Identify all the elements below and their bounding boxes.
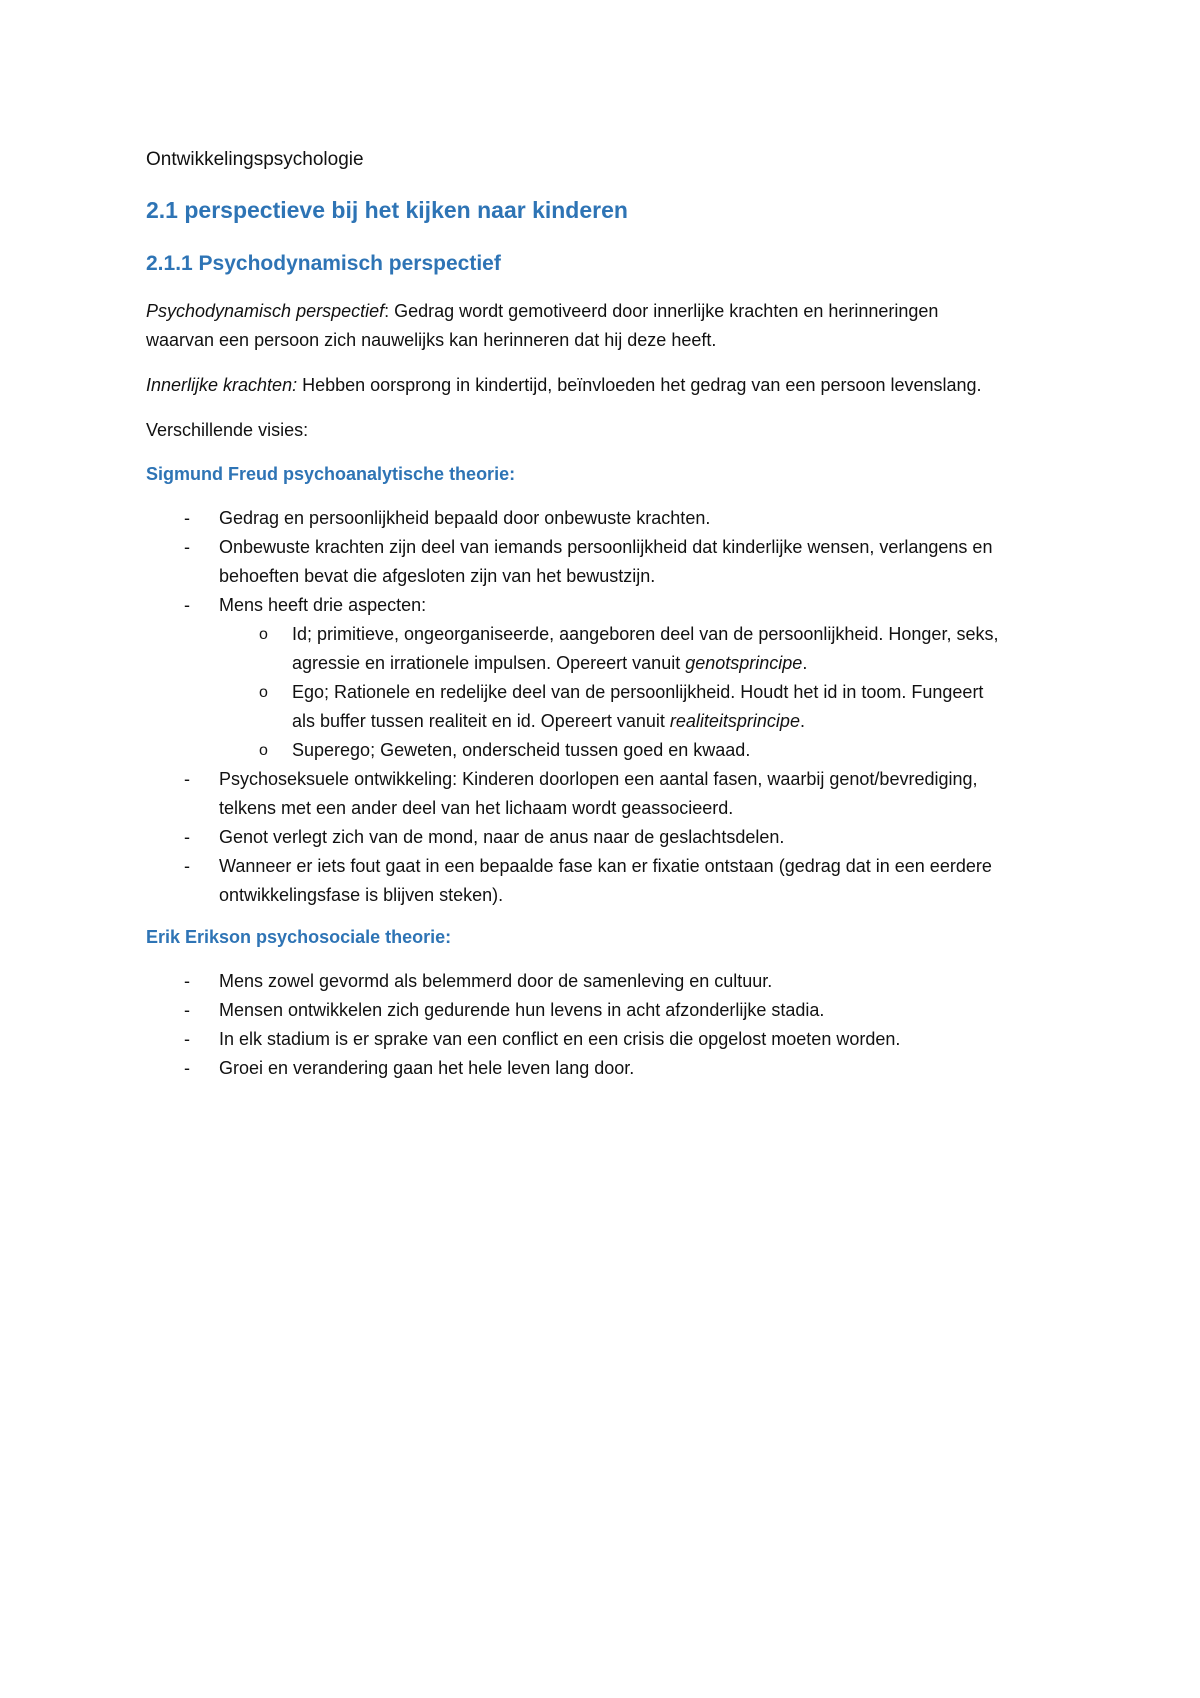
erikson-heading: Erik Erikson psychosociale theorie: (146, 927, 452, 947)
list-item (146, 533, 1000, 591)
definition-text: Hebben oorsprong in kindertijd, beïnvloeden het gedrag van een persoon levenslang. (297, 375, 982, 395)
freud-heading: Sigmund Freud psychoanalytische theorie: (146, 464, 516, 484)
list-item (146, 852, 1000, 910)
dash-bullet: - (184, 856, 190, 876)
list-item (146, 504, 1000, 533)
list-item-text: In elk stadium is er sprake van een conflict en een crisis die opgelost moeten worden. (219, 1029, 901, 1049)
aspect-text: Id; primitieve, ongeorganiseerde, aangeboren deel van de persoonlijkheid. Honger, seks, agressie en irrationele impulsen. Opereert vanuit (292, 624, 999, 673)
dash-bullet: - (184, 537, 190, 557)
visies-label: Verschillende visies: (146, 420, 309, 440)
aspect-suffix: . (802, 653, 808, 673)
list-item (146, 996, 1000, 1025)
dash-bullet: - (184, 1029, 190, 1049)
aspect-emphasis: genotsprincipe (685, 653, 803, 673)
list-item-text: Psychoseksuele ontwikkeling: Kinderen doorlopen een aantal fasen, waarbij genot/bevrediging, telkens met een ander deel van het lichaam wordt geassocieerd. (219, 769, 978, 818)
dash-bullet: - (184, 1058, 190, 1078)
document-title: Ontwikkelingspsychologie (146, 149, 364, 170)
dash-bullet: - (184, 595, 190, 615)
aspect-emphasis: realiteitsprincipe (669, 711, 800, 731)
dash-bullet: - (184, 769, 190, 789)
sub-list-item (219, 620, 1000, 678)
erikson-list (146, 967, 1000, 1083)
dash-bullet: - (184, 971, 190, 991)
list-item (146, 967, 1000, 996)
dash-bullet: - (184, 1000, 190, 1020)
sub-list-item (219, 736, 1000, 765)
definition-innerlijke-krachten (146, 371, 1000, 400)
list-item-text: Groei en verandering gaan het hele leven lang door. (219, 1058, 635, 1078)
dash-bullet: - (184, 827, 190, 847)
aspect-text: Superego; Geweten, onderscheid tussen goed en kwaad. (292, 740, 751, 760)
subsection-heading: 2.1.1 Psychodynamisch perspectief (146, 252, 501, 275)
circle-bullet: o (259, 742, 268, 759)
list-item-text: Gedrag en persoonlijkheid bepaald door onbewuste krachten. (219, 508, 711, 528)
dash-bullet: - (184, 508, 190, 528)
aspect-text: Ego; Rationele en redelijke deel van de persoonlijkheid. Houdt het id in toom. Fungeert als buffer tussen realiteit en id. Opereert vanuit (292, 682, 984, 731)
sub-list-item (219, 678, 1000, 736)
definition-psychodynamisch (146, 297, 1000, 355)
freud-list (146, 504, 1000, 910)
list-item-text: Genot verlegt zich van de mond, naar de anus naar de geslachtsdelen. (219, 827, 785, 847)
circle-bullet: o (259, 626, 268, 643)
aspect-suffix: . (799, 711, 805, 731)
list-item (146, 1054, 1000, 1083)
section-heading: 2.1 perspectieve bij het kijken naar kinderen (146, 197, 628, 223)
list-item-text: Mens heeft drie aspecten: (219, 595, 427, 615)
list-item (146, 765, 1000, 823)
list-item (146, 591, 1000, 765)
list-item (146, 823, 1000, 852)
list-item-text: Onbewuste krachten zijn deel van iemands persoonlijkheid dat kinderlijke wensen, verlangens en behoeften bevat die afgesloten zijn van het bewustzijn. (219, 537, 993, 586)
list-item-text: Wanneer er iets fout gaat in een bepaalde fase kan er fixatie ontstaan (gedrag dat in een eerdere ontwikkelingsfase is blijven steken). (219, 856, 992, 905)
aspects-list (219, 620, 1000, 765)
list-item (146, 1025, 1000, 1054)
list-item-text: Mensen ontwikkelen zich gedurende hun levens in acht afzonderlijke stadia. (219, 1000, 825, 1020)
list-item-text: Mens zowel gevormd als belemmerd door de samenleving en cultuur. (219, 971, 773, 991)
circle-bullet: o (259, 684, 268, 701)
definition-term: Innerlijke krachten: (146, 375, 298, 395)
definition-term: Psychodynamisch perspectief (146, 301, 385, 321)
definition-text: : Gedrag wordt gemotiveerd door innerlijke krachten en herinneringen waarvan een persoon zich nauwelijks kan herinneren dat hij deze heeft. (146, 301, 939, 350)
